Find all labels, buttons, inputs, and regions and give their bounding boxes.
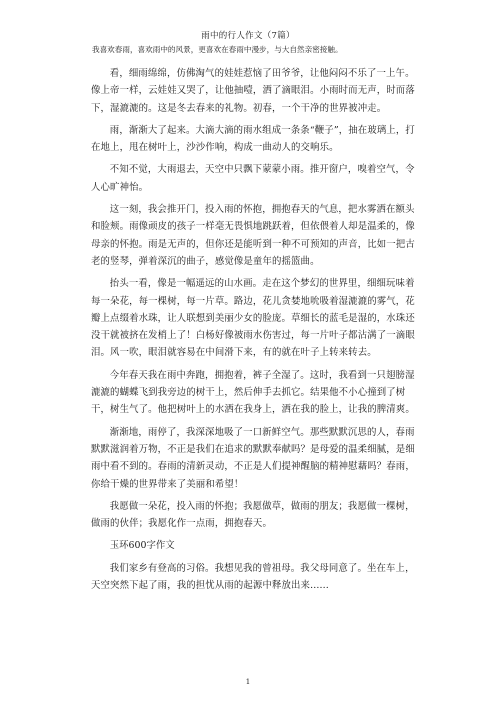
document-title: 雨中的行人作文（7篇） (201, 31, 295, 41)
document-body (91, 65, 415, 599)
paragraph-3: 不知不觉，大雨退去，天空中只飘下蒙蒙小雨。推开窗户，嗅着空气，令人心旷神怡。 (91, 164, 415, 193)
paragraph-1: 看，细雨绵绵，仿佛淘气的娃娃惹恼了田爷爷，让他闷闷不乐了一上午。像上帝一样，云娃娃又哭了，让他抽噎，洒了滴眼泪。小雨时而无声，时而落下，湿漉漉的。这是冬去春来的礼物。初春，一个干净的世界被冲走。 (91, 68, 415, 114)
intro-line: 我喜欢春雨，喜欢雨中的风景，更喜欢在春雨中漫步，与大自然亲密接触。 (92, 45, 343, 54)
closing-paragraph: 我们家乡有登高的习俗。我想见我的曾祖母。我父母同意了。坐在车上，天空突然下起了雨，我的担忧从雨的起源中释放出来...... (91, 562, 415, 592)
paragraph-6: 今年春天我在雨中奔跑，拥抱着，裤子全湿了。这时，我看到一只翅膀湿漉漉的蝴蝶飞到我旁边的树干上，然后伸手去抓它。结果他不小心撞到了树干，树生气了。他把树叶上的水洒在我身上，洒在我的脸上，让我的脾清爽。 (91, 369, 415, 416)
paragraph-4: 这一刻，我会推开门，投入雨的怀抱，拥抱春天的气息，把水雾洒在额头和脸颊。雨像顽皮的孩子一样毫无畏惧地跳跃着，但依偎着人却是温柔的，像母亲的怀抱。雨是无声的，但你还是能听到一种不可预知的声音，比如一把古老的竖琴，弹着深沉的曲子，感觉像是童年的摇篮曲。 (91, 204, 415, 267)
paragraph-2: 雨，渐渐大了起来。大滴大滴的雨水组成一条条“鞭子”，抽在玻璃上，打在地上，甩在树叶上，沙沙作响，构成一曲动人的交响乐。 (91, 124, 415, 154)
paragraph-7: 渐渐地，雨停了，我深深地吸了一口新鲜空气。那些默默沉思的人，春雨默默滋润着万物，不正是我们在追求的默默奉献吗？是母爱的温柔细腻，是细雨中看不到的。春雨的清新灵动，不正是人们提神醒脑的精神慰藉吗？春雨，你给干燥的世界带来了美丽和希望！ (91, 426, 415, 490)
paragraph-5: 抬头一看，像是一幅遥远的山水画。走在这个梦幻的世界里，细细玩味着每一朵花，每一棵树，每一片草。路边，花儿贪婪地吮吸着湿漉漉的雾气，花瓣上点缀着水珠，让人联想到美丽少女的脸庞。草细长的蓝毛是湿的，水珠还没干就被挤在发梢上了！白杨好像被雨水伤害过，每一片叶子都沾满了一滴眼泪。风一吹，眼泪就容易在中间滑下来，有的就在叶子上转来转去。 (91, 278, 415, 359)
page-number: 1 (245, 678, 251, 686)
section-subheading: 玉环600字作文 (109, 540, 175, 552)
paragraph-8: 我愿做一朵花，投入雨的怀抱；我愿做草，做雨的朋友；我愿做一棵树，做雨的伙伴；我愿化作一点雨，拥抱春天。 (91, 500, 415, 530)
